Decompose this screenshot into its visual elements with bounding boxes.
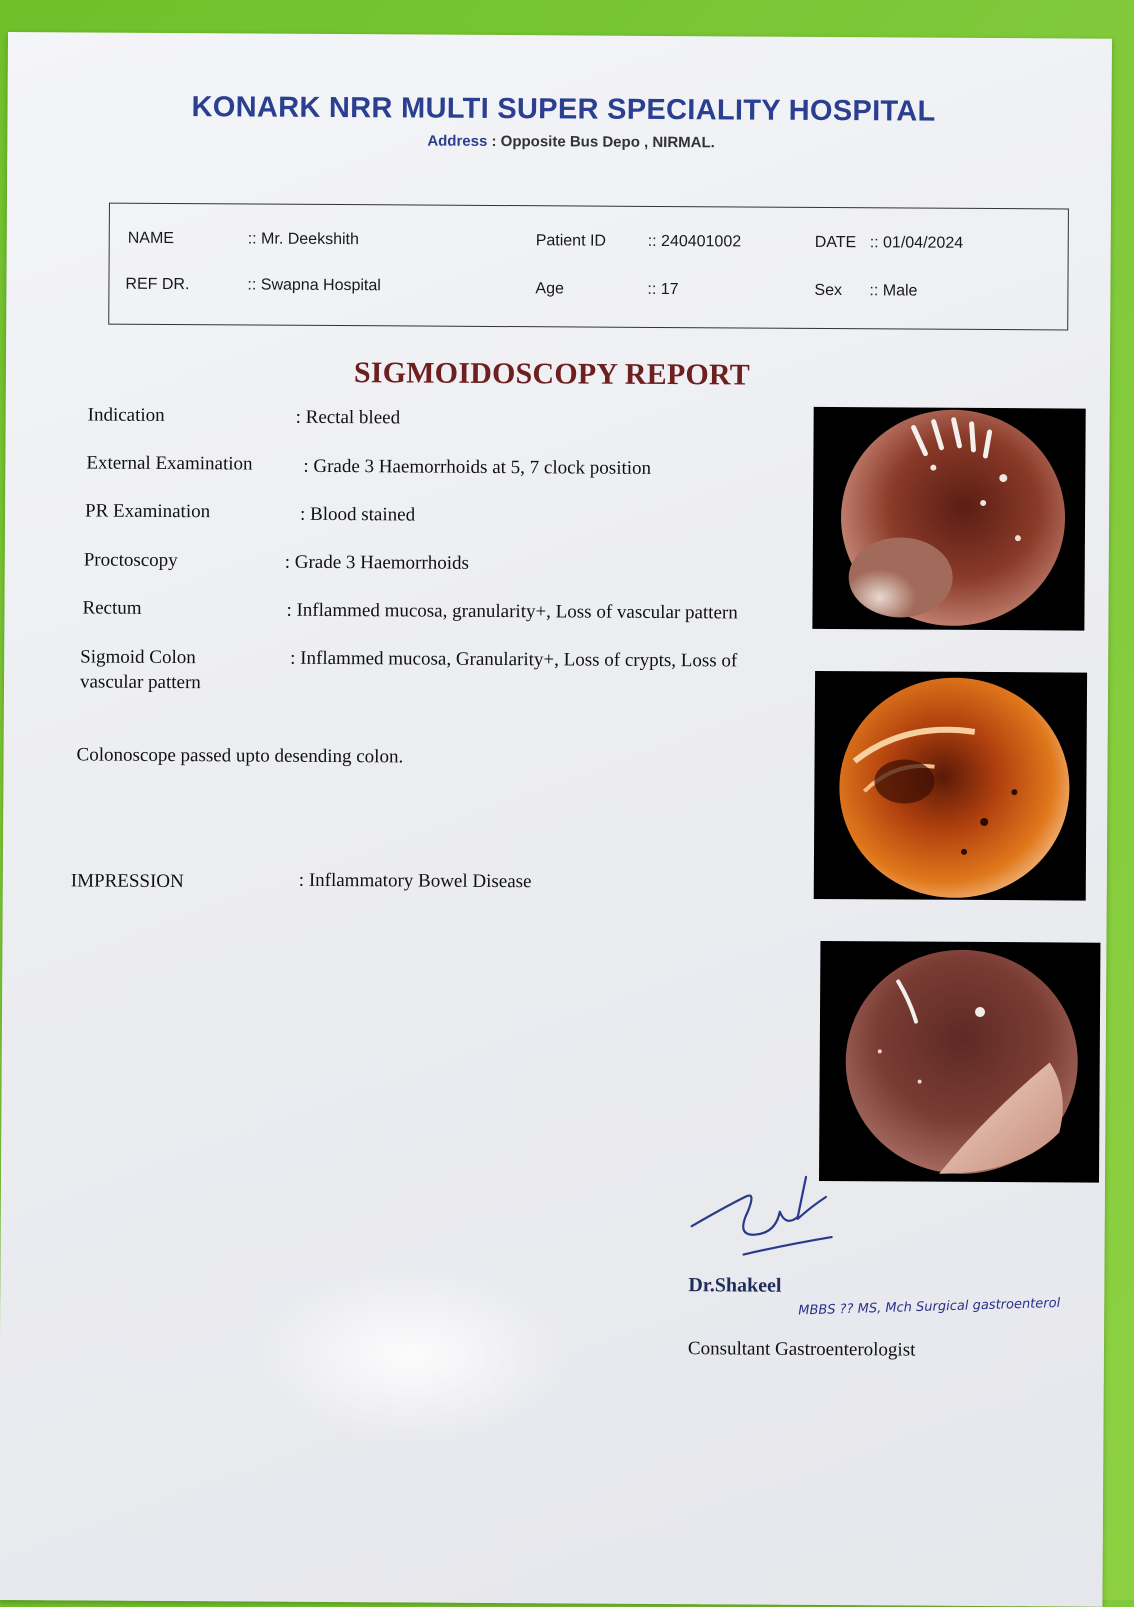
proctoscopy-value: : Grade 3 Haemorrhoids — [284, 551, 469, 574]
pr-exam-value: : Blood stained — [299, 503, 416, 526]
endoscopy-image-1 — [812, 407, 1085, 631]
sigmoid-colon-value: : Inflammed mucosa, Granularity+, Loss of crypts, Loss of — [290, 647, 738, 672]
doctor-signature — [685, 1166, 846, 1267]
report-title: SIGMOIDOSCOPY REPORT — [353, 356, 751, 392]
sigmoid-colon-continuation: vascular pattern — [79, 671, 201, 694]
address-value: : Opposite Bus Depo , NIRMAL. — [491, 132, 715, 152]
indication-label: Indication — [87, 404, 165, 426]
endoscopy-photo-1 — [812, 407, 1085, 631]
external-exam-label: External Examination — [86, 452, 253, 475]
photo-glare — [249, 1264, 570, 1446]
patient-id-label: Patient ID — [535, 232, 607, 250]
endoscopy-image-3 — [819, 941, 1100, 1183]
sigmoid-colon-label: Sigmoid Colon — [80, 646, 196, 669]
name-value: :: Mr. Deekshith — [247, 230, 359, 249]
age-value: :: 17 — [647, 280, 679, 299]
colonoscope-note: Colonoscope passed upto desending colon. — [76, 744, 404, 768]
endoscopy-photo-3 — [819, 941, 1100, 1183]
hospital-name: KONARK NRR MULTI SUPER SPECIALITY HOSPITAL — [191, 91, 936, 128]
doctor-designation: Consultant Gastroenterologist — [687, 1338, 916, 1361]
external-exam-value: : Grade 3 Haemorrhoids at 5, 7 clock position — [303, 455, 652, 479]
address-label: Address — [427, 132, 488, 150]
date-label: DATE — [814, 233, 857, 252]
indication-value: : Rectal bleed — [295, 406, 401, 429]
proctoscopy-label: Proctoscopy — [83, 549, 178, 572]
hospital-address — [427, 133, 715, 152]
age-label: Age — [535, 280, 564, 298]
name-label: NAME — [127, 229, 175, 248]
impression-label: IMPRESSION — [70, 870, 184, 893]
report-paper — [0, 32, 1112, 1607]
doctor-name: Dr.Shakeel — [688, 1274, 782, 1297]
ref-dr-label: REF DR. — [125, 275, 190, 294]
endoscopy-photo-2 — [814, 671, 1087, 901]
impression-value: : Inflammatory Bowel Disease — [298, 869, 532, 893]
rectum-label: Rectum — [82, 597, 142, 619]
rectum-value: : Inflammed mucosa, granularity+, Loss of vascular pattern — [286, 599, 738, 624]
patient-id-value: :: 240401002 — [647, 232, 742, 251]
date-value: :: 01/04/2024 — [869, 234, 964, 252]
endoscopy-image-2 — [814, 671, 1087, 901]
pr-exam-label: PR Examination — [85, 500, 211, 523]
sex-label: Sex — [814, 281, 843, 300]
patient-info-box — [108, 203, 1069, 331]
sex-value: :: Male — [869, 282, 918, 300]
ref-dr-value: :: Swapna Hospital — [247, 276, 381, 295]
doctor-qualifications: MBBS ?? MS, Mch Surgical gastroenterol — [798, 1295, 1061, 1319]
